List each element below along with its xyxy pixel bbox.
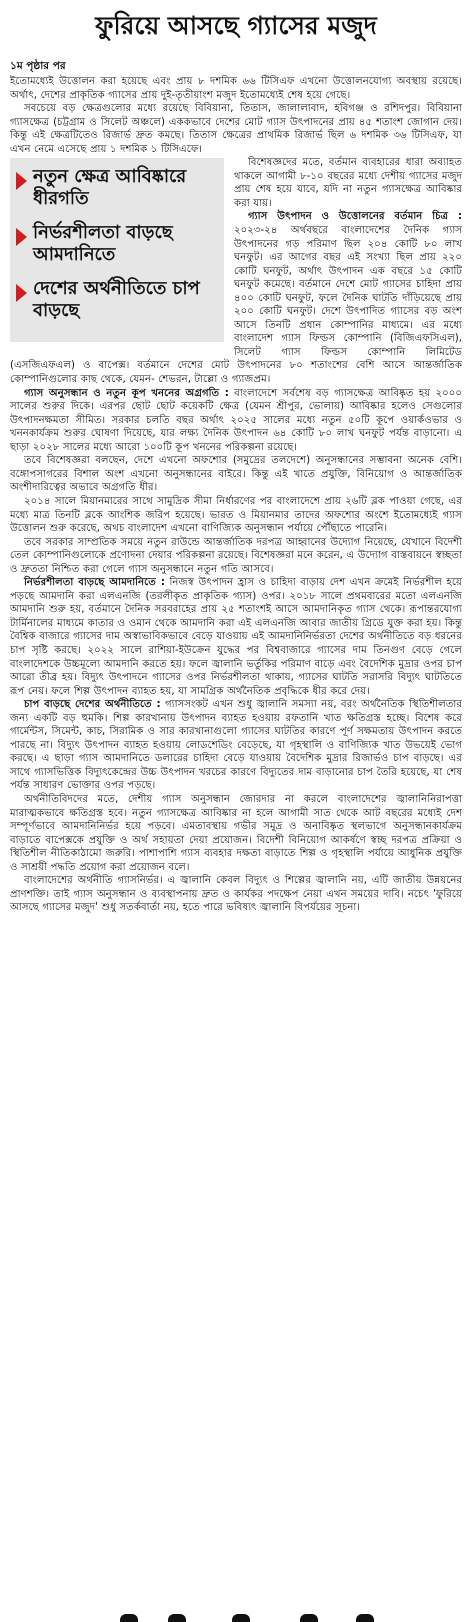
intro-paragraph-1: ইতোমধ্যেই উত্তোলন করা হয়েছে এবং প্রায় ৮ দশমিক ৬৬ টিসিএফ এখনো উত্তোলনযোগ্য অবস্থায় রয়েছে। অর্থাৎ, দেশের প্রাকৃতিক গ্যাসের প্রায় দুই-তৃতীয়াংশ মজুদ ইতোমধ্যেই শেষ হয়ে গেছে।: [10, 76, 462, 101]
callout-point: [16, 166, 218, 210]
closing-paragraph: অর্থনীতিবিদদের মতে, দেশীয় গ্যাস অনুসন্ধান জোরদার না করলে বাংলাদেশের জ্বালানিনিরাপত্তা মারাত্মকভাবে ক্ষতিগ্রস্ত হবে। নতুন গ্যাসক্ষেত্র আবিষ্কার না হলে আগামী সাত থেকে আট বছরের মধ্যেই দেশ সম্পূর্ণভাবে আমদানিনির্ভর হয়ে পড়বে। এমতাবস্থায় গভীর সমুদ্র ও অনাবিষ্কৃত স্থলভাগে অনুসন্ধানকার্যক্রম বাড়াতে বাপেক্সকে প্রযুক্তি ও অর্থ সহায়তা দেয়া প্রয়োজন। বিদেশী বিনিয়োগ আকর্ষণে স্বচ্ছ দরপত্র প্রক্রিয়া ও স্থিতিশীল নীতিকাঠামো জরুরি। পাশাপাশি গ্যাস ব্যবহার দক্ষতা বাড়াতে শিল্প ও গৃহস্থালি পর্যায়ে আধুনিক প্রযুক্তি ও সাশ্রয়ী পদ্ধতি প্রয়োগ করা প্রয়োজন বলে।: [10, 793, 462, 873]
section-text: ২০২৩-২৪ অর্থবছরে বাংলাদেশের দৈনিক গ্যাস উৎপাদনের গড় পরিমাণ ছিল ২০৪ কোটি ৮০ লাখ ঘনফুট। এর আগের বছর এই সংখ্যা ছিল প্রায় ২২০ কোটি ঘনফুট, অর্থাৎ উৎপাদন এক বছরে ১৫ কোটি ঘনফুট কমেছে। বর্তমানে দেশে মোট গ্যাসের চাহিদা প্রায় ৪০০ কোটি ঘনফুট, ফলে দৈনিক ঘাটতি দাঁড়িয়েছে প্রায় ২০০ কোটি ঘনফুট। দেশে উৎপাদিত গ্যাসের বড় অংশ আসে তিনটি প্রধান কোম্পানির মাধ্যমে। এর মধ্যে বাংলাদেশ গ্যাস ফিল্ডস কোম্পানি (বিজিএফসিএল), সিলেট গ্যাস ফিল্ডস কোম্পানি লিমিটেড (এসজিএফএল) ও বাপেক্স। বর্তমানে দেশের মোট উৎপাদনের ৮০ শতাংশের বেশি আসে আন্তর্জাতিক কোম্পানিগুলোর কাছ থেকে, যেমন- শেভরন, টাল্লো ও গ্যাজপ্রম।: [10, 225, 462, 386]
callout-point-text: নির্ভরশীলতা বাড়ছে আমদানিতে: [33, 222, 173, 266]
continuation-label: ১ম পৃষ্ঠার পর: [10, 60, 66, 72]
next-article-cut-marks: [0, 1612, 472, 1622]
section-paragraph: [10, 698, 462, 793]
intro-paragraph-3: বিশেষজ্ঞদের মতে, বর্তমান ব্যবহারের ধারা অব্যাহত থাকলে আগামী ৮-১০ বছরের মধ্যে দেশীয় গ্যাসের মজুদ প্রায় শেষ হয়ে যাবে, যদি না নতুন গ্যাসক্ষেত্র আবিষ্কার করা যায়।: [234, 157, 462, 209]
callout-point: [16, 278, 218, 322]
callout-box: [10, 158, 224, 342]
closing-paragraph: বাংলাদেশের অর্থনীতি গ্যাসনির্ভর। এ জ্বালানি কেবল বিদ্যুৎ ও শিল্পের জ্বালানি নয়, এটি জাতীয় উন্নয়নের প্রাণশক্তি। তাই গ্যাস অনুসন্ধান ও ব্যবস্থাপনায় দ্রুত ও কার্যকর পদক্ষেপ নেয়া এখন সময়ের দাবি। নচেৎ 'ফুরিয়ে আসছে গ্যাসের মজুদ' শুধু সতর্কবার্তা নয়, হতে পারে ভবিষ্যৎ জ্বালানি বিপর্যয়ের সূচনা।: [10, 875, 462, 914]
callout-point-text: নতুন ক্ষেত্র আবিষ্কারে ধীরগতি: [33, 166, 187, 210]
section-subhead: চাপ বাড়ছে দেশের অর্থনীতিতে :: [24, 699, 161, 711]
callout-point-text: দেশের অর্থনীতিতে চাপ বাড়ছে: [33, 278, 200, 322]
section-text: গ্যাসসংকট এখন শুধু জ্বালানি সমস্যা নয়, বরং অর্থনৈতিক স্থিতিশীলতার জন্য একটি বড় হুমকি। শিল্প কারখানায় উৎপাদন ব্যাহত হওয়ায় রফতানি খাত ক্ষতিগ্রস্ত হচ্ছে। বিশেষ করে গার্মেন্টস, সিমেন্ট, কাচ, সিরামিক ও সার কারখানাগুলো গ্যাসের ঘাটতির কারণে পূর্ণ সক্ষমতায় উৎপাদন করতে পারছে না। বিদ্যুৎ উৎপাদন ব্যাহত হওয়ায় লোডশেডিং বেড়েছে, যা গৃহস্থালি ও বাণিজ্যিক খাত উভয়েই ভোগ করছে। এ ছাড়া গ্যাস আমদানিতে ডলারের চাহিদা বেড়ে যাওয়ায় বৈদেশিক মুদ্রার রিজার্ভও চাপ বাড়ছে। এর সাথে গ্যাসভিত্তিক বিদ্যুৎকেন্দ্রের উচ্চ উৎপাদন খরচের কারণে বিদ্যুতের দাম বাড়ানোর চাপ তৈরি হয়েছে, যা শেষ পর্যন্ত সাধারণ ভোক্তার ওপর পড়ছে।: [10, 699, 462, 792]
intro-paragraph-2: সবচেয়ে বড় ক্ষেত্রগুলোর মধ্যে রয়েছে বিবিয়ানা, তিতাস, জালালাবাদ, হবিগঞ্জ ও রশিদপুর। বিবিয়ানা গ্যাসক্ষেত্র (চট্টগ্রাম ও সিলেট অঞ্চলে) এককভাবে দেশের মোট গ্যাস উৎপাদনের প্রায় ৪৫ শতাংশ জোগান দেয়। কিন্তু এই ক্ষেত্রটিতেও রিজার্ভ দ্রুত কমছে। তিতাস ক্ষেত্রের প্রাথমিক রিজার্ভ ছিল ৬ দশমিক ৩৬ টিসিএফ, যা এখন নেমে এসেছে প্রায় ১ দশমিক ১ টিসিএফে।: [10, 103, 462, 155]
red-arrow-icon: [16, 172, 27, 190]
section-paragraph: [10, 387, 462, 455]
section-paragraph: [10, 576, 462, 698]
headline: ফুরিয়ে আসছে গ্যাসের মজুদ: [95, 11, 377, 40]
body-paragraph: তবে সরকার সাম্প্রতিক সময়ে নতুন রাউন্ডে আন্তর্জাতিক দরপত্র আহ্বানের উদ্যোগ নিয়েছে, যেখানে বিদেশী তেল কোম্পানিগুলোকে প্রণোদনা দেয়ার পরিকল্পনা রয়েছে। বিশেষজ্ঞরা মনে করেন, এ উদ্যোগ বাস্তবায়নে স্বচ্ছতা ও দ্রুততা নিশ্চিত করা গেলে গ্যাস অনুসন্ধানে নতুন গতি আসবে।: [10, 536, 462, 575]
red-arrow-icon: [16, 228, 27, 246]
body-paragraph: ২০১৪ সালে মিয়ানমারের সাথে সামুদ্রিক সীমা নির্ধারণের পর বাংলাদেশে প্রায় ২৬টি ব্লক পাওয়া গেছে, এর মধ্যে মাত্র তিনটি ব্লকে আংশিক জরিপ হয়েছে। ভারত ও মিয়ানমার তাদের অফশোর অংশে ইতোমধ্যেই গ্যাস উত্তোলন শুরু করেছে, অথচ বাংলাদেশ এখনো বাণিজ্যিক অনুসন্ধান পর্যায়ে পৌঁছাতে পারেনি।: [10, 495, 462, 535]
red-arrow-icon: [16, 284, 27, 302]
section-text: বাংলাদেশে সর্বশেষ বড় গ্যাসক্ষেত্র আবিষ্কৃত হয় ২০০০ সালের শুরুর দিকে। এরপর ছোট ছোট কয়েকটি ক্ষেত্র (যেমন শ্রীপুর, ভোলায়) আবিষ্কার হলেও সেগুলোর উৎপাদনক্ষমতা সীমিত। সরকার চলতি বছর অর্থাৎ ২০২৫ সালের মধ্যে নতুন ৫০টি কূপে ওয়ার্কওভার ও খননকার্যক্রম শুরুর ঘোষণা দিয়েছে, যার লক্ষ্য দৈনিক উৎপাদন ৬৪ কোটি ৮০ লাখ ঘনফুট পর্যন্ত বাড়ানো। এ ছাড়া ২০২৮ সালের মধ্যে আরো ১০০টি কূপ খননের পরিকল্পনা রয়েছে।: [10, 387, 462, 453]
section-subhead: গ্যাস উৎপাদন ও উত্তোলনের বর্তমান চিত্র :: [248, 211, 462, 223]
section-text: নিজস্ব উৎপাদন হ্রাস ও চাহিদা বাড়ায় দেশ এখন ক্রমেই নির্ভরশীল হয়ে পড়ছে আমদানি করা এলএনজি (তরলীকৃত প্রাকৃতিক গ্যাস) ওপর। ২০১৮ সালে প্রথমবারের মতো এলএনজি আমদানি শুরু হয়, বর্তমানে দৈনিক সরবরাহের প্রায় ২৫ শতাংশই আসে আমদানিকৃত গ্যাস থেকে। রূপান্তরযোগ্য টার্মিনালের মাধ্যমে কাতার ও ওমান থেকে আমদানি করা এই এলএনজি আবার জাতীয় গ্রিডে যুক্ত করা হয়। কিন্তু বৈশ্বিক বাজারে গ্যাসের দাম অস্বাভাবিকভাবে বেড়ে যাওয়ায় এই আমদানিনির্ভরতা দেশের অর্থনীতিতে বড় ধরনের চাপ সৃষ্টি করছে। ২০২২ সালে রাশিয়া-ইউক্রেন যুদ্ধের পর বিশ্ববাজারে গ্যাসের দাম তিনগুণ বেড়ে গেলে বাংলাদেশকে উচ্চমূল্যে আমদানি করতে হয়। ফলে জ্বালানি ভর্তুকির পরিমাণ বাড়ে এবং বৈদেশিক মুদ্রার ওপর চাপ আরো তীব্র হয়। বিদ্যুৎ উৎপাদনে গ্যাসের ওপর নির্ভরশীলতা থাকায়, গ্যাসের ঘাটতি সরাসরি বিদ্যুৎ ঘাটতিতে রূপ নেয়। ফলে শিল্প উৎপাদন ব্যাহত হয়, যা সামগ্রিক অর্থনৈতিক প্রবৃদ্ধিকে ধীর করে দেয়।: [10, 577, 462, 697]
section-subhead: নির্ভরশীলতা বাড়ছে আমদানিতে :: [24, 577, 165, 589]
section-subhead: গ্যাস অনুসন্ধান ও নতুন কূপ খননের অগ্রগতি :: [24, 387, 229, 399]
callout-point: [16, 222, 218, 266]
body-paragraph: তবে বিশেষজ্ঞরা বলছেন, দেশে এখনো অফশোর (সমুদ্রের তলদেশে) অনুসন্ধানের সম্ভাবনা অনেক বেশি। বঙ্গোপসাগরের বিশাল অংশ এখনো অনুসন্ধানের বাইরে। কিন্তু এই খাতে প্রযুক্তি, বিনিয়োগ ও আন্তর্জাতিক অংশীদারিত্বের অভাবে অগ্রগতি ধীর।: [10, 455, 462, 494]
